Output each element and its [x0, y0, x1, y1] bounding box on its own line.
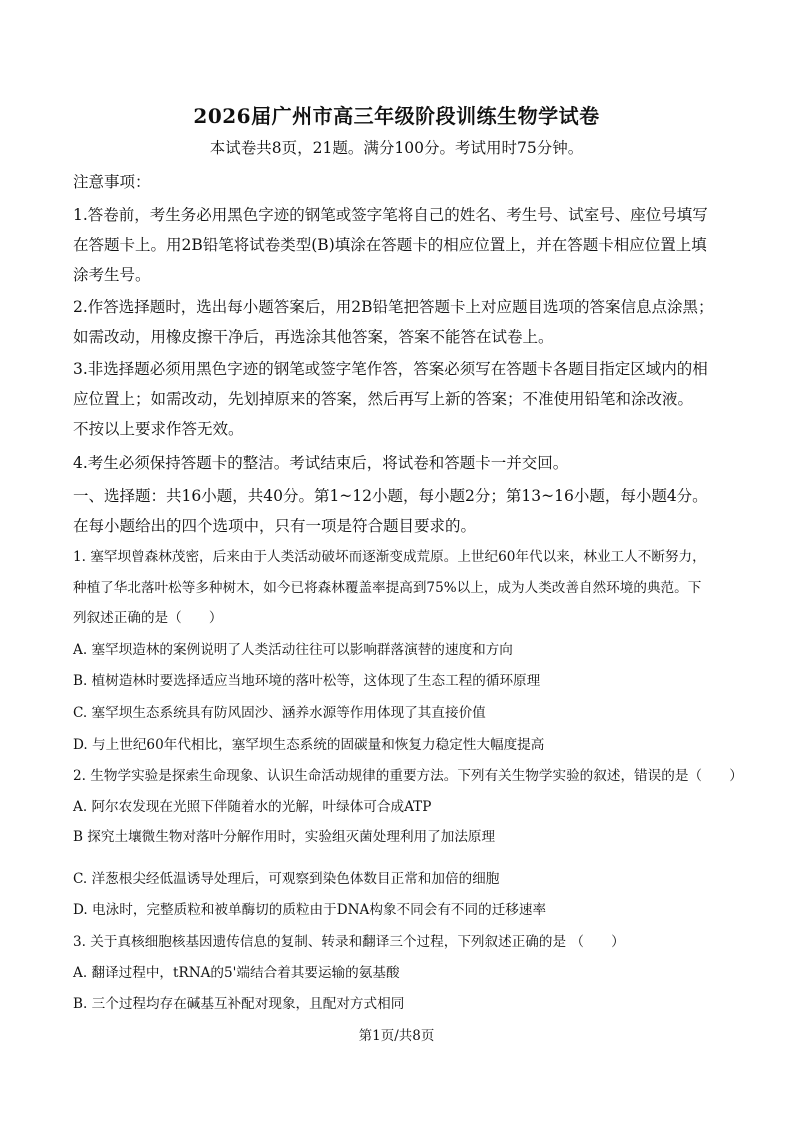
- note-1-line-2: 在答题卡上。用2B铅笔将试卷类型(B)填涂在答题卡的相应位置上，并在答题卡相应位置上填: [73, 236, 707, 254]
- q1-stem-line-3: 列叙述正确的是（ ）: [73, 610, 223, 626]
- q1-option-d: D. 与上世纪60年代相比，塞罕坝生态系统的固碳量和恢复力稳定性大幅度提高: [73, 737, 545, 753]
- q2-option-c: C. 洋葱根尖经低温诱导处理后，可观察到染色体数目正常和加倍的细胞: [73, 871, 500, 887]
- q1-stem-line-2: 种植了华北落叶松等多种树木，如今已将森林覆盖率提高到75%以上，成为人类改善自然环境的典范。下: [73, 580, 702, 596]
- note-2-line-2: 如需改动，用橡皮擦干净后，再选涂其他答案，答案不能答在试卷上。: [73, 328, 554, 346]
- section-1-line-2: 在每小题给出的四个选项中，只有一项是符合题目要求的。: [73, 517, 477, 535]
- note-2-line-1: 2.作答选择题时，选出每小题答案后，用2B铅笔把答题卡上对应题目选项的答案信息点涂黑；: [73, 298, 714, 316]
- note-3-line-2: 应位置上；如需改动，先划掉原来的答案，然后再写上新的答案；不准使用铅笔和涂改液。: [73, 390, 694, 408]
- q2-stem: 2. 生物学实验是探索生命现象、认识生命活动规律的重要方法。下列有关生物学实验的叙述，错误的是（ ）: [73, 768, 743, 784]
- page-number: 第1页/共8页: [358, 1028, 435, 1044]
- q2-option-b: B 探究土壤微生物对落叶分解作用时，实验组灭菌处理利用了加法原理: [73, 829, 496, 845]
- q1-stem-line-1: 1. 塞罕坝曾森林茂密，后来由于人类活动破坏而逐渐变成荒原。上世纪60年代以来，林业工人不断努力，: [73, 549, 706, 565]
- q2-option-a: A. 阿尔农发现在光照下伴随着水的光解，叶绿体可合成ATP: [73, 799, 432, 815]
- q1-option-b: B. 植树造林时要选择适应当地环境的落叶松等，这体现了生态工程的循环原理: [73, 673, 541, 689]
- note-1-line-3: 涂考生号。: [73, 266, 151, 284]
- notes-header: 注意事项：: [73, 173, 151, 191]
- note-3-line-3: 不按以上要求作答无效。: [73, 420, 244, 438]
- exam-title: 2026届广州市高三年级阶段训练生物学试卷: [193, 104, 600, 128]
- q3-stem: 3. 关于真核细胞核基因遗传信息的复制、转录和翻译三个过程，下列叙述正确的是 （ ）: [73, 934, 625, 950]
- q1-option-a: A. 塞罕坝造林的案例说明了人类活动往往可以影响群落演替的速度和方向: [73, 642, 513, 658]
- q3-option-a: A. 翻译过程中，tRNA的5'端结合着其要运输的氨基酸: [73, 965, 400, 981]
- note-4-line-1: 4.考生必须保持答题卡的整洁。考试结束后，将试卷和答题卡一并交回。: [73, 454, 569, 472]
- q1-option-c: C. 塞罕坝生态系统具有防风固沙、涵养水源等作用体现了其直接价值: [73, 705, 486, 721]
- q2-option-d: D. 电泳时，完整质粒和被单酶切的质粒由于DNA构象不同会有不同的迁移速率: [73, 902, 547, 918]
- note-3-line-1: 3.非选择题必须用黑色字迹的钢笔或签字笔作答，答案必须写在答题卡各题目指定区域内的相: [73, 360, 708, 378]
- note-1-line-1: 1.答卷前，考生务必用黑色字迹的钢笔或签字笔将自己的姓名、考生号、试室号、座位号填写: [73, 206, 708, 224]
- exam-info: 本试卷共8页，21题。满分100分。考试用时75分钟。: [209, 139, 584, 157]
- q3-option-b: B. 三个过程均存在碱基互补配对现象，且配对方式相同: [73, 996, 405, 1012]
- section-1-line-1: 一、选择题：共16小题，共40分。第1~12小题，每小题2分；第13~16小题，每小题4分。: [73, 487, 708, 505]
